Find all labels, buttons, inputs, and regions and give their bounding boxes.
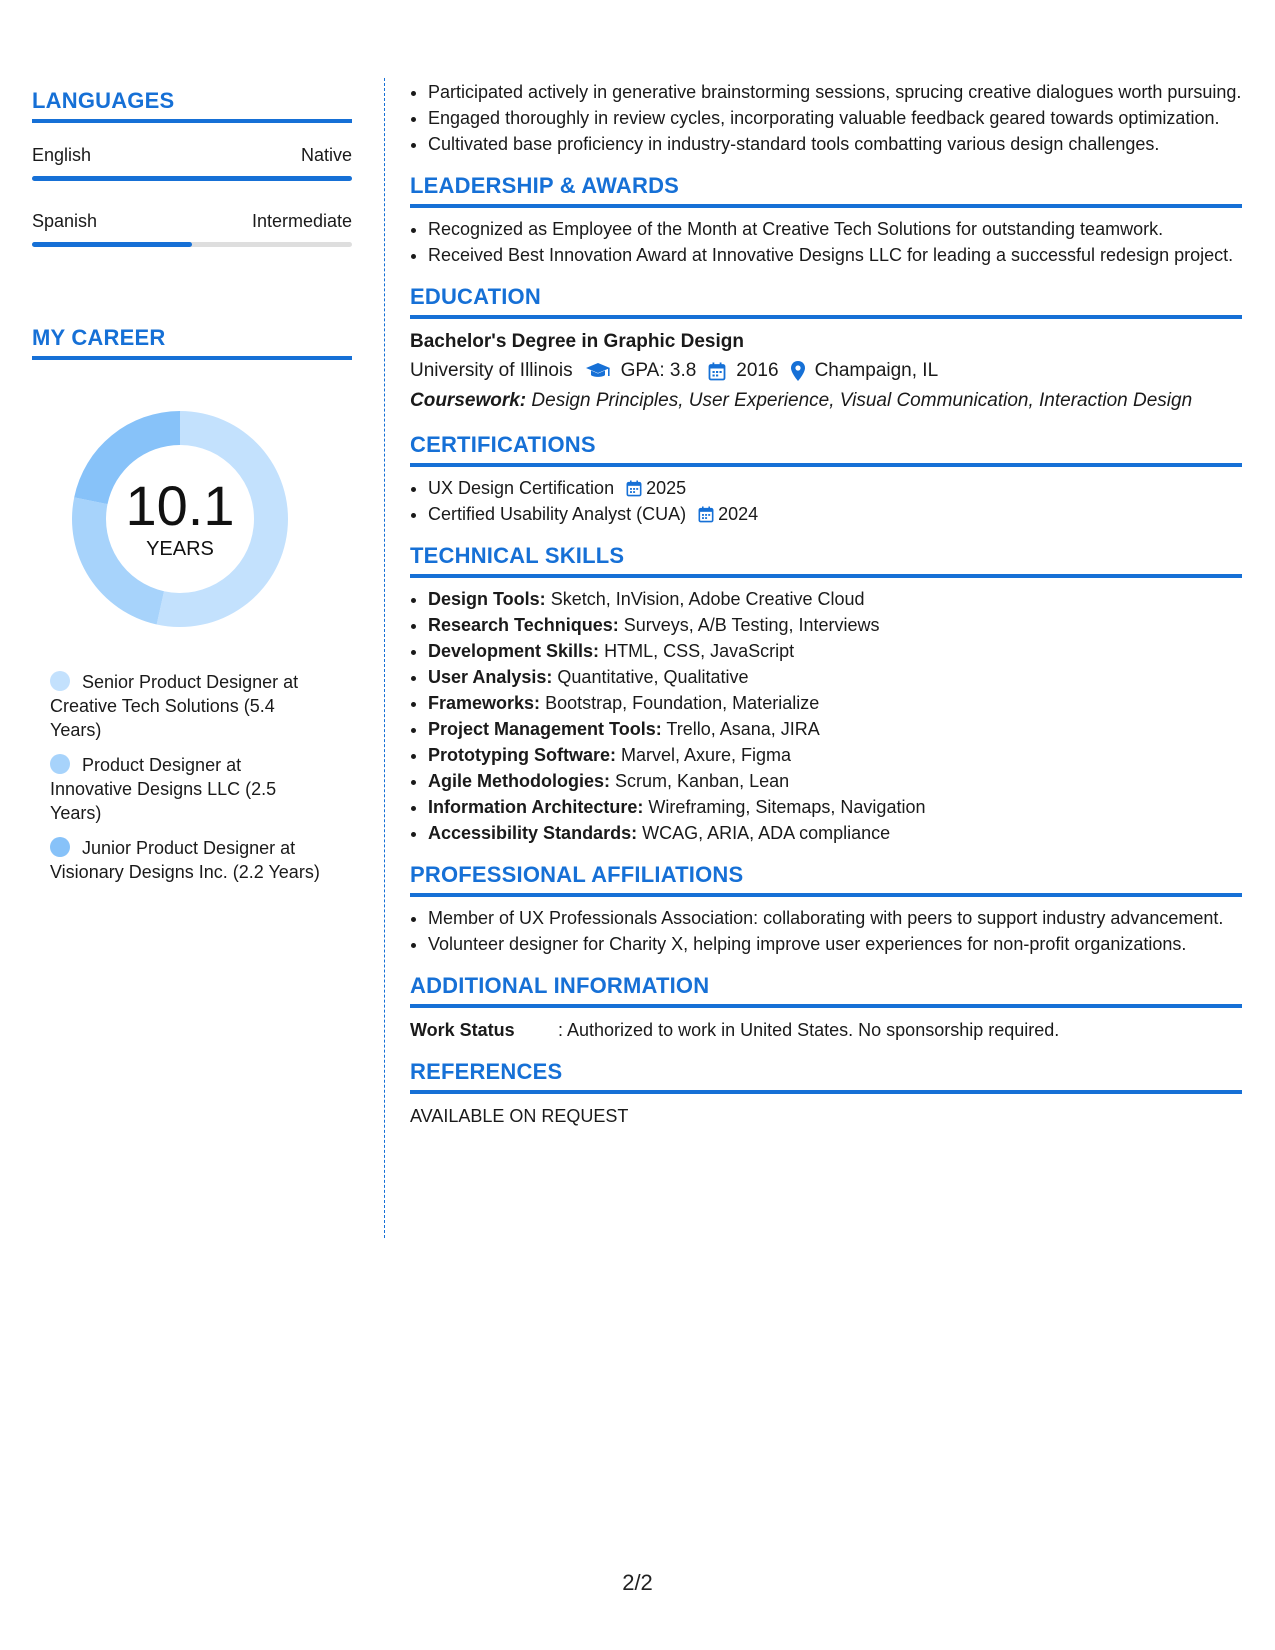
coursework-value: Design Principles, User Experience, Visual Communication, Interaction Design	[531, 390, 1193, 411]
leadership-title: LEADERSHIP & AWARDS	[410, 173, 1242, 208]
language-bar-fill	[32, 242, 192, 247]
skill-key: Information Architecture:	[428, 797, 644, 817]
skills-section	[410, 543, 1242, 846]
skill-key: User Analysis:	[428, 667, 553, 687]
references-title: REFERENCES	[410, 1059, 1242, 1094]
column-divider	[384, 78, 385, 1238]
gpa: GPA: 3.8	[620, 360, 697, 381]
legend-dot	[50, 754, 70, 774]
affiliations-title: PROFESSIONAL AFFILIATIONS	[410, 862, 1242, 897]
skill-key: Agile Methodologies:	[428, 771, 610, 791]
coursework-label: Coursework:	[410, 390, 527, 411]
legend-label: Junior Product Designer at Visionary Designs Inc. (2.2 Years)	[50, 838, 320, 882]
education-section	[410, 284, 1242, 416]
list-item	[428, 769, 1242, 794]
legend-dot	[50, 671, 70, 691]
list-item	[428, 691, 1242, 716]
list-item	[428, 743, 1242, 768]
cert-year: 2025	[646, 478, 687, 498]
references-section	[410, 1059, 1242, 1129]
skill-key: Accessibility Standards:	[428, 823, 638, 843]
skills-title: TECHNICAL SKILLS	[410, 543, 1242, 578]
language-bar	[32, 242, 352, 247]
skill-value: Bootstrap, Foundation, Materialize	[545, 693, 820, 713]
school-name: University of Illinois	[410, 360, 573, 381]
list-item: • Participated actively in generative brainstorming sessions, sprucing creative dialogues worth pursuing.	[428, 80, 1242, 105]
cert-name: UX Design Certification	[428, 478, 615, 498]
graduation-cap-icon	[585, 362, 611, 380]
skill-value: Marvel, Axure, Figma	[621, 745, 792, 765]
skill-key: Development Skills:	[428, 641, 600, 661]
additional-info-section	[410, 973, 1242, 1043]
education-details	[410, 356, 1242, 386]
language-name: English	[32, 145, 92, 165]
list-item	[428, 613, 1242, 638]
cert-name: Certified Usability Analyst (CUA)	[428, 504, 687, 524]
language-item-spanish	[32, 211, 352, 247]
language-item-english	[32, 145, 352, 181]
left-column	[32, 88, 352, 895]
right-column	[410, 80, 1242, 1129]
career-legend	[50, 670, 320, 884]
skill-value: Surveys, A/B Testing, Interviews	[623, 615, 880, 635]
list-item: • Engaged thoroughly in review cycles, incorporating valuable feedback geared towards optimization.	[428, 106, 1242, 131]
skill-key: Project Management Tools:	[428, 719, 662, 739]
list-item	[428, 587, 1242, 612]
work-status-value: : Authorized to work in United States. No sponsorship required.	[558, 1020, 1060, 1040]
skill-key: Research Techniques:	[428, 615, 619, 635]
list-item	[428, 717, 1242, 742]
work-status-label: Work Status	[410, 1020, 515, 1040]
experience-bullets	[410, 80, 1242, 157]
list-item: • Recognized as Employee of the Month at Creative Tech Solutions for outstanding teamwork.	[428, 217, 1242, 242]
list-item	[428, 639, 1242, 664]
degree: Bachelor's Degree in Graphic Design	[410, 331, 744, 352]
legend-dot	[50, 837, 70, 857]
graduation-year: 2016	[736, 360, 779, 381]
career-donut-chart	[65, 404, 295, 634]
skill-value: HTML, CSS, JavaScript	[604, 641, 795, 661]
career-total-value: 10.1	[125, 474, 235, 537]
legend-item	[50, 836, 320, 884]
skill-value: Sketch, InVision, Adobe Creative Cloud	[550, 589, 865, 609]
skill-value: Trello, Asana, JIRA	[666, 719, 820, 739]
list-item	[428, 821, 1242, 846]
legend-label: Product Designer at Innovative Designs LLC (2.5 Years)	[50, 755, 277, 823]
legend-item	[50, 753, 320, 825]
career-title: MY CAREER	[32, 325, 352, 360]
donut-center	[65, 404, 295, 634]
leadership-section	[410, 173, 1242, 268]
skill-key: Prototyping Software:	[428, 745, 616, 765]
language-bar-fill	[32, 176, 352, 181]
legend-label: Senior Product Designer at Creative Tech Solutions (5.4 Years)	[50, 672, 299, 740]
calendar-icon	[698, 506, 714, 523]
language-name: Spanish	[32, 211, 98, 231]
education-title: EDUCATION	[410, 284, 1242, 319]
work-status-row	[410, 1017, 1242, 1043]
calendar-icon	[708, 362, 726, 381]
affiliations-section	[410, 862, 1242, 957]
skill-value: Scrum, Kanban, Lean	[615, 771, 790, 791]
skill-value: Quantitative, Qualitative	[557, 667, 749, 687]
coursework	[410, 386, 1242, 416]
location-pin-icon	[791, 361, 805, 381]
career-total-unit: YEARS	[146, 538, 214, 560]
legend-item	[50, 670, 320, 742]
list-item	[428, 665, 1242, 690]
additional-info-title: ADDITIONAL INFORMATION	[410, 973, 1242, 1008]
certifications-section	[410, 432, 1242, 527]
language-level: Native	[300, 145, 352, 165]
list-item	[428, 476, 1242, 501]
skill-key: Design Tools:	[428, 589, 546, 609]
list-item: • Cultivated base proficiency in industry-standard tools combatting various design challenges.	[428, 132, 1242, 157]
skill-key: Frameworks:	[428, 693, 541, 713]
skill-value: WCAG, ARIA, ADA compliance	[642, 823, 891, 843]
cert-year: 2024	[718, 504, 759, 524]
list-item: • Volunteer designer for Charity X, helping improve user experiences for non-profit organizations.	[428, 932, 1242, 957]
page-number: 2/2	[622, 1570, 653, 1595]
list-item: • Member of UX Professionals Association: collaborating with peers to support industry advancement.	[428, 906, 1242, 931]
calendar-icon	[626, 480, 642, 497]
school-location: Champaign, IL	[814, 360, 939, 381]
languages-title: LANGUAGES	[32, 88, 352, 123]
language-level: Intermediate	[251, 211, 352, 231]
list-item: • Received Best Innovation Award at Innovative Designs LLC for leading a successful redesign project.	[428, 243, 1242, 268]
references-text: AVAILABLE ON REQUEST	[410, 1106, 629, 1126]
skill-value: Wireframing, Sitemaps, Navigation	[648, 797, 926, 817]
list-item	[428, 795, 1242, 820]
certifications-title: CERTIFICATIONS	[410, 432, 1242, 467]
list-item	[428, 502, 1242, 527]
language-bar	[32, 176, 352, 181]
